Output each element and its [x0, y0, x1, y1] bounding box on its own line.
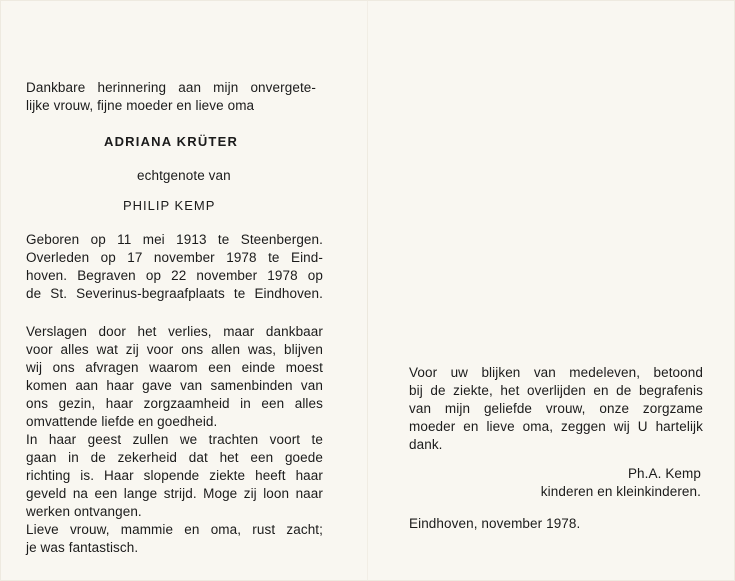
tribute-line: Verslagen door het verlies, maar dankbaar: [26, 324, 323, 339]
deceased-name: ADRIANA KRÜTER: [104, 134, 239, 149]
spouse-name: PHILIP KEMP: [123, 198, 216, 213]
tribute-line: voor alles wat zij voor ons allen was, blijven: [26, 342, 323, 357]
tribute-line: komen aan haar gave van samenbinden van: [26, 378, 323, 393]
tribute-line: gaan in de zekerheid dat het een goede: [26, 450, 323, 465]
tribute-line: ons gezin, haar zorgzaamheid in een alles: [26, 396, 323, 411]
tribute-line: geveld na een lange strijd. Moge zij loon naar: [26, 486, 323, 501]
signature-name: Ph.A. Kemp: [627, 466, 701, 481]
tribute-line: werken ontvangen.: [26, 504, 142, 519]
thanks-line: Voor uw blijken van medeleven, betoond: [409, 365, 703, 380]
tribute-line: omvattende liefde en goedheid.: [26, 414, 218, 429]
biography-line: Geboren op 11 mei 1913 te Steenbergen.: [26, 232, 323, 247]
spouse-label: echtgenote van: [137, 168, 231, 183]
intro-line-1: Dankbare herinnering aan mijn onvergete-: [26, 80, 316, 95]
biography-line: de St. Severinus-begraafplaats te Eindhoven.: [26, 286, 323, 301]
biography-line: Overleden op 17 november 1978 te Eind-: [26, 250, 323, 265]
tribute-line: je was fantastisch.: [26, 540, 139, 555]
place-date: Eindhoven, november 1978.: [409, 516, 581, 531]
thanks-line: dank.: [409, 437, 443, 452]
thanks-line: van mijn geliefde vrouw, onze zorgzame: [409, 401, 703, 416]
tribute-line: In haar geest zullen we trachten voort te: [26, 432, 323, 447]
center-fold: [367, 0, 368, 581]
tribute-line: Lieve vrouw, mammie en oma, rust zacht;: [26, 522, 323, 537]
intro-line-2: lijke vrouw, fijne moeder en lieve oma: [26, 98, 255, 113]
signature-family: kinderen en kleinkinderen.: [540, 484, 701, 499]
thanks-line: bij de ziekte, het overlijden en de begrafenis: [409, 383, 703, 398]
tribute-line: richting is. Haar slopende ziekte heeft haar: [26, 468, 323, 483]
tribute-line: wij ons afvragen waarom een einde moest: [26, 360, 323, 375]
thanks-line: moeder en lieve oma, zeggen wij U hartelijk: [409, 419, 703, 434]
biography-line: hoven. Begraven op 22 november 1978 op: [26, 268, 323, 283]
